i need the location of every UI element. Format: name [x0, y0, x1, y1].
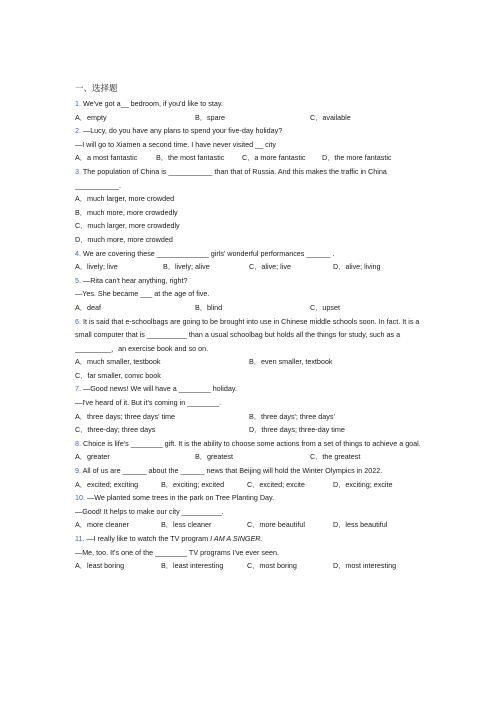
question-text: —I've heard of it. But it's coming in ________.: [75, 398, 222, 408]
option-d: D．less beautiful: [333, 520, 388, 530]
question-11: [75, 532, 425, 546]
option-b: B．greatest: [195, 452, 233, 462]
question-text: Choice is life's ________ gift. It is the ability to choose some actions from a set of things to achieve a goal.: [83, 438, 421, 448]
option-b: B．the most fantastic: [156, 153, 225, 163]
exam-content: [75, 83, 425, 573]
option-c: C．alive; live: [249, 262, 291, 272]
question-number: 6.: [75, 316, 81, 326]
question-number: 8.: [75, 438, 81, 448]
option-c: C．three-day; three days: [75, 425, 156, 435]
options-2: [75, 151, 425, 165]
question-1: [75, 97, 425, 111]
question-3: [75, 165, 425, 192]
option-c: C．more beautiful: [247, 520, 305, 530]
question-text: —Good! It helps to make our city __________.: [75, 506, 224, 516]
option-b: B．blind: [195, 302, 223, 312]
question-number: 10.: [75, 493, 85, 503]
option-a: A．least boring: [75, 561, 125, 571]
question-number: 1.: [75, 99, 81, 108]
question-9: [75, 464, 425, 478]
option-b: B．least interesting: [161, 561, 224, 571]
option-b: B．exciting; excited: [161, 479, 225, 489]
question-text: All of us are ______ about the ______ news that Beijing will hold the Winter Olympics in 2022.: [82, 466, 383, 476]
option-b: B．much more, more crowdedly: [75, 207, 178, 217]
question-10: [75, 491, 425, 505]
section-title: 一、选择题: [75, 83, 118, 93]
question-number: 4.: [75, 248, 81, 258]
question-text: —Yes. She became ___ at the age of five.: [75, 289, 210, 299]
option-a: A．greater: [75, 452, 110, 462]
option-a: A．much larger, more crowded: [75, 194, 175, 204]
options-9: [75, 478, 425, 492]
option-a: A．three days; three days' time: [75, 411, 176, 421]
option-d: D．exciting; excite: [333, 479, 393, 489]
question-text: —We planted some trees in the park on Tree Planting Day.: [87, 493, 275, 503]
option-b: B．even smaller, textbook: [249, 357, 333, 367]
options-7b: [75, 423, 425, 437]
question-number: 9.: [75, 466, 81, 476]
question-2: [75, 124, 425, 138]
options-5: [75, 301, 425, 315]
options-1: [75, 111, 425, 125]
option-a: A．more cleaner: [75, 520, 129, 530]
question-number: 7.: [75, 384, 81, 394]
question-text: —Lucy, do you have any plans to spend your five-day holiday?: [83, 126, 283, 136]
question-6: [75, 315, 425, 356]
option-c: C．a more fantastic: [242, 153, 306, 163]
option-b: B．less cleaner: [161, 520, 212, 530]
question-text: —I will go to Xiamen a second time. I have never visited __ city: [75, 139, 276, 149]
options-7a: [75, 410, 425, 424]
option-d: D．alive; living: [333, 262, 381, 272]
question-text: —I really like to watch the TV program: [86, 534, 211, 543]
question-number: 2.: [75, 126, 81, 136]
question-text: —Good news! We will have a ________ holiday.: [83, 384, 237, 394]
question-text: It is said that e-schoolbags are going to be brought into use in Chinese middle schools soon. In fact. It is a small computer that is __________ than a usual schoolbag but holds all the things for study, such as a _________，an exercise book and so on.: [75, 316, 420, 353]
option-b: B．lively; alive: [163, 262, 210, 272]
option-a: A．lively; live: [75, 262, 118, 272]
options-4: [75, 260, 425, 274]
question-number: 11.: [75, 534, 85, 543]
options-11: [75, 559, 425, 573]
option-a: A．deaf: [75, 302, 101, 312]
option-c: C．far smaller, comic book: [75, 370, 161, 380]
options-6: [75, 355, 425, 369]
question-text: —Me, too. It's one of the ________ TV programs I've ever seen.: [75, 547, 279, 557]
option-b: B．spare: [195, 112, 225, 122]
question-4: [75, 247, 425, 261]
option-c: C．available: [310, 112, 351, 122]
question-text: We are covering these _____________ girls' wonderful performances ______ .: [83, 248, 335, 258]
option-a: A．excited; exciting: [75, 479, 139, 489]
question-number: 3.: [75, 166, 81, 176]
question-number: 5.: [75, 275, 81, 285]
option-d: D．much more, more crowded: [75, 234, 173, 244]
option-c: C．much larger, more crowdedly: [75, 221, 180, 231]
question-text: —Rita can't hear anything, right?: [83, 275, 188, 285]
option-d: D．the more fantastic: [322, 153, 392, 163]
option-d: D．three days; three-day time: [249, 425, 345, 435]
option-c: C．the greatest: [310, 452, 361, 462]
program-title: I AM A SINGER.: [210, 534, 263, 543]
question-text: The population of China is ___________ than that of Russia. And this makes the traffic in China ___________.: [75, 166, 387, 190]
question-5: [75, 274, 425, 288]
option-c: C．excited; excite: [247, 479, 305, 489]
options-8: [75, 450, 425, 464]
option-a: A．empty: [75, 112, 107, 122]
option-c: C．upset: [310, 302, 340, 312]
option-a: A．a most fantastic: [75, 153, 138, 163]
option-c: C．most boring: [247, 561, 297, 571]
option-d: D．most interesting: [333, 561, 397, 571]
option-b: B．three days'; three days': [249, 411, 335, 421]
option-a: A．much smaller, testbook: [75, 357, 161, 367]
question-7: [75, 382, 425, 396]
question-text: We've got a__ bedroom, if you'd like to stay.: [83, 99, 223, 108]
question-8: [75, 437, 425, 451]
options-10: [75, 518, 425, 532]
